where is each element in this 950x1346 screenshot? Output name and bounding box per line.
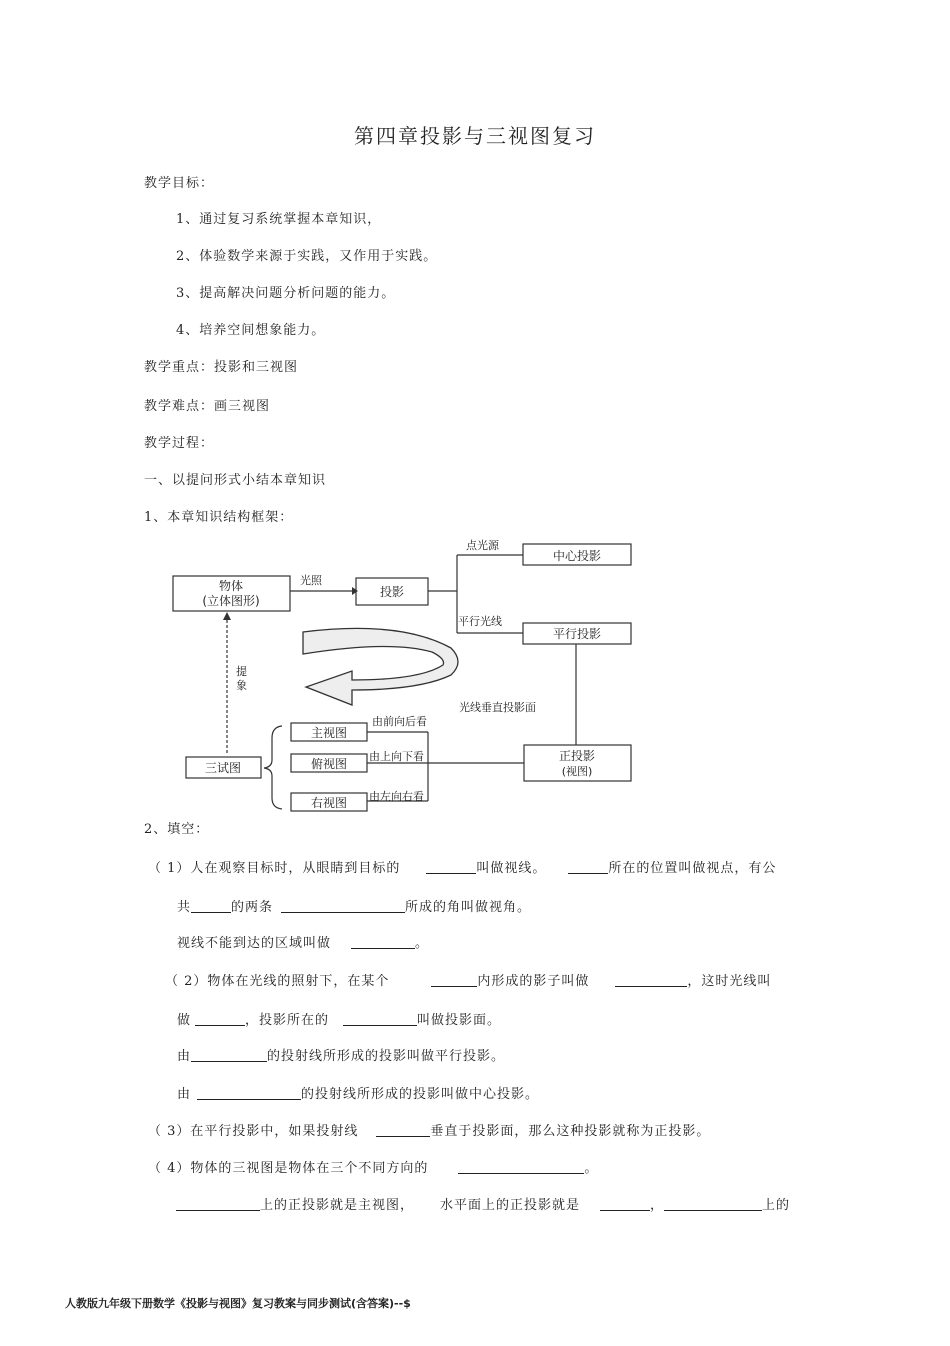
answer-blank[interactable] — [664, 1197, 762, 1211]
key-point: 教学重点：投影和三视图 — [144, 360, 299, 375]
front-view-label: 主视图 — [310, 726, 348, 740]
answer-blank[interactable] — [197, 1086, 301, 1100]
parallel-label: 平行投影 — [552, 627, 602, 641]
answer-blank[interactable] — [431, 973, 477, 987]
answer-blank[interactable] — [615, 973, 687, 987]
question-2-line-1: （ 2）物体在光线的照射下，在某个 内形成的影子叫做 ，这时光线叫 — [165, 974, 772, 989]
fill-heading: 2、填空： — [144, 822, 210, 837]
answer-blank[interactable] — [176, 1197, 260, 1211]
question-2-line-2: 做 ，投影所在的 叫做投影面。 — [177, 1013, 502, 1028]
three-views-label: 三试图 — [204, 761, 242, 775]
question-3: （ 3）在平行投影中，如果投射线 垂直于投影面，那么这种投影就称为正投影。 — [148, 1124, 711, 1139]
abstract-label-2: 象 — [236, 679, 247, 692]
difficulty: 教学难点：画三视图 — [144, 399, 271, 414]
answer-blank[interactable] — [191, 899, 231, 913]
question-1-line-3: 视线不能到达的区域叫做 。 — [177, 936, 430, 951]
central-label: 中心投影 — [552, 549, 602, 563]
answer-blank[interactable] — [351, 935, 415, 949]
question-4-line-1: （ 4）物体的三视图是物体在三个不同方向的 。 — [148, 1161, 599, 1176]
document-footer: 人教版九年级下册数学《投影与视图》复习教案与同步测试(含答案)--$ — [65, 1297, 411, 1310]
framework-heading: 1、本章知识结构框架： — [144, 510, 294, 525]
question-1-line-2: 共 的两条 所成的角叫做视角。 — [177, 900, 532, 915]
light-label: 光照 — [300, 574, 322, 587]
abstract-label-1: 提 — [236, 665, 247, 678]
side-view-label: 右视图 — [310, 796, 348, 810]
answer-blank[interactable] — [568, 860, 608, 874]
answer-blank[interactable] — [281, 899, 405, 913]
point-source-label: 点光源 — [466, 539, 499, 552]
answer-blank[interactable] — [343, 1012, 417, 1026]
section-heading: 一、以提问形式小结本章知识 — [144, 473, 327, 488]
page-title: 第四章投影与三视图复习 — [354, 124, 596, 148]
question-4-line-2: 上的正投影就是主视图， 水平面上的正投影就是 ， 上的 — [176, 1197, 790, 1214]
top-direction-label: 由上向下看 — [369, 750, 424, 763]
goal-item: 2、体验数学来源于实践，又作用于实践。 — [176, 249, 438, 264]
front-direction-label: 由前向后看 — [372, 715, 427, 728]
question-2-line-4: 由 的投射线所形成的投影叫做中心投影。 — [177, 1087, 540, 1102]
orthographic-sub-label: (视图) — [561, 765, 593, 778]
answer-blank[interactable] — [458, 1160, 584, 1174]
goal-item: 1、通过复习系统掌握本章知识， — [176, 212, 382, 227]
parallel-rays-label: 平行光线 — [458, 615, 502, 628]
answer-blank[interactable] — [195, 1012, 245, 1026]
goal-item: 4、培养空间想象能力。 — [176, 323, 326, 338]
answer-blank[interactable] — [600, 1197, 650, 1211]
goal-item: 3、提高解决问题分析问题的能力。 — [176, 286, 396, 301]
answer-blank[interactable] — [191, 1048, 267, 1062]
question-1-line-1: （ 1）人在观察目标时，从眼睛到目标的 叫做视线。 所在的位置叫做视点，有公 — [148, 861, 777, 876]
perpendicular-label: 光线垂直投影面 — [459, 701, 536, 714]
object-sub-label: (立体图形) — [202, 594, 260, 608]
projection-label: 投影 — [379, 585, 405, 599]
answer-blank[interactable] — [376, 1123, 430, 1137]
process-heading: 教学过程： — [144, 436, 215, 451]
object-label: 物体 — [218, 579, 244, 593]
top-view-label: 俯视图 — [310, 757, 348, 771]
goals-heading: 教学目标： — [144, 176, 215, 191]
orthographic-label: 正投影 — [558, 749, 596, 763]
curved-arrow — [303, 628, 458, 705]
question-2-line-3: 由 的投射线所形成的投影叫做平行投影。 — [177, 1049, 506, 1064]
side-direction-label: 由左向右看 — [369, 790, 424, 803]
answer-blank[interactable] — [426, 860, 476, 874]
